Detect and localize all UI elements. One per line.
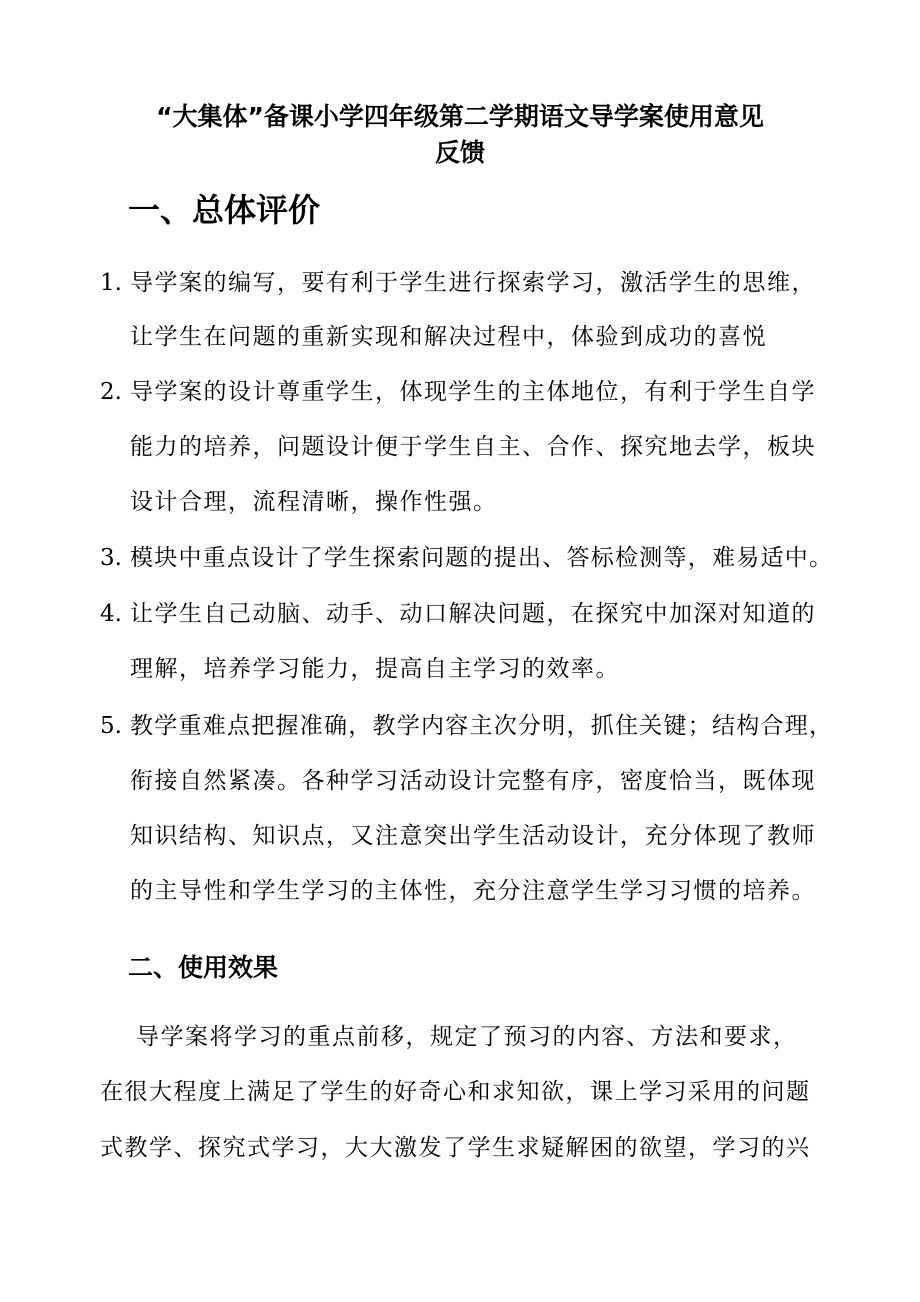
list-item-number: 2. [100, 379, 122, 405]
list-item-1-line-2: 让学生在问题的重新实现和解决过程中，体验到成功的喜悦 [130, 324, 767, 350]
paragraph-line-1: 导学案将学习的重点前移，规定了预习的内容、方法和要求， [136, 1024, 798, 1050]
list-item-1-line-1 [100, 268, 816, 298]
list-item-5-line-2: 衔接自然紧凑。各种学习活动设计完整有序，密度恰当，既体现 [130, 768, 816, 794]
section-heading-overall-evaluation: 一、总体评价 [128, 191, 321, 229]
list-item-5-line-4: 的主导性和学生学习的主体性，充分注意学生学习习惯的培养。 [130, 878, 816, 904]
section-heading-usage-effect: 二、使用效果 [128, 953, 279, 982]
list-item-4-line-2: 理解，培养学习能力，提高自主学习的效率。 [130, 656, 620, 682]
list-item-4-line-1 [100, 599, 816, 629]
list-item-number: 5. [100, 713, 122, 739]
list-item-number: 1. [100, 270, 122, 296]
document-title-line-1: “大集体”备课小学四年级第二学期语文导学案使用意见 [156, 102, 764, 131]
list-item-text: 教学重难点把握准确，教学内容主次分明，抓住关键；结构合理， [130, 713, 834, 739]
list-item-text: 导学案的设计尊重学生，体现学生的主体地位，有利于学生自学 [130, 379, 816, 405]
list-item-5-line-3: 知识结构、知识点，又注意突出学生活动设计，充分体现了教师 [130, 823, 816, 849]
list-item-number: 3. [100, 545, 122, 571]
list-item-2-line-2: 能力的培养，问题设计便于学生自主、合作、探究地去学，板块 [130, 434, 816, 460]
document-title-line-2: 反馈 [434, 138, 485, 167]
paragraph-line-3: 式教学、探究式学习，大大激发了学生求疑解困的欲望，学习的兴 [100, 1135, 811, 1161]
list-item-text: 让学生自己动脑、动手、动口解决问题，在探究中加深对知道的 [130, 601, 816, 627]
list-item-text: 导学案的编写，要有利于学生进行探索学习，激活学生的思维， [130, 270, 816, 296]
list-item-5-line-1 [100, 711, 833, 741]
list-item-2-line-1 [100, 377, 816, 407]
list-item-text: 模块中重点设计了学生探索问题的提出、答标检测等，难易适中。 [130, 545, 834, 571]
list-item-3-line-1 [100, 543, 833, 573]
list-item-number: 4. [100, 601, 122, 627]
paragraph-line-2: 在很大程度上满足了学生的好奇心和求知欲，课上学习采用的问题 [100, 1079, 811, 1105]
list-item-2-line-3: 设计合理，流程清晰，操作性强。 [130, 489, 498, 515]
